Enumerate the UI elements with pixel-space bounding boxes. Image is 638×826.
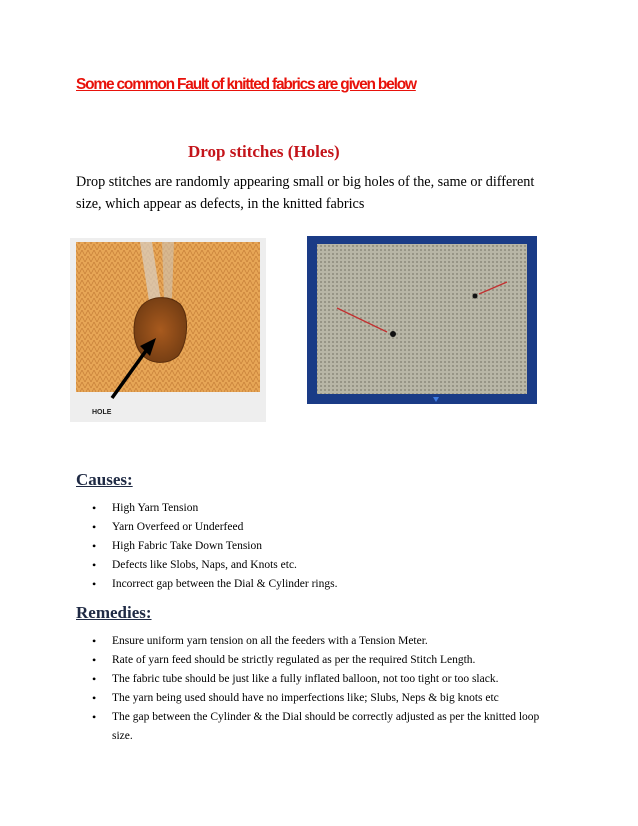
list-item: • The fabric tube should be just like a fully inflated balloon, not too tight or too slack. xyxy=(88,670,548,689)
section-title: Drop stitches (Holes) xyxy=(188,142,340,161)
page-heading: Some common Fault of knitted fabrics are given below xyxy=(76,76,416,93)
causes-list xyxy=(88,499,337,594)
remedies-list xyxy=(88,632,548,746)
list-item: • Ensure uniform yarn tension on all the feeders with a Tension Meter. xyxy=(88,632,548,651)
list-item: • Incorrect gap between the Dial & Cylinder rings. xyxy=(88,575,337,594)
small-holes-fabric-image xyxy=(307,236,537,404)
hole-fabric-image xyxy=(70,238,266,422)
list-item: • High Yarn Tension xyxy=(88,499,337,518)
list-item: • Defects like Slobs, Naps, and Knots etc. xyxy=(88,556,337,575)
remedies-heading: Remedies: xyxy=(76,603,152,622)
list-item: • The yarn being used should have no imperfections like; Slubs, Neps & big knots etc xyxy=(88,689,548,708)
list-item: • Rate of yarn feed should be strictly regulated as per the required Stitch Length. xyxy=(88,651,548,670)
list-item: • High Fabric Take Down Tension xyxy=(88,537,337,556)
list-item: • The gap between the Cylinder & the Dial should be correctly adjusted as per the knitted loop size. xyxy=(88,708,548,746)
intro-paragraph: Drop stitches are randomly appearing small or big holes of the, same or different size, which appear as defects, in the knitted fabrics xyxy=(76,174,535,212)
causes-heading: Causes: xyxy=(76,470,133,489)
hole-label: HOLE xyxy=(92,409,112,416)
list-item: • Yarn Overfeed or Underfeed xyxy=(88,518,337,537)
